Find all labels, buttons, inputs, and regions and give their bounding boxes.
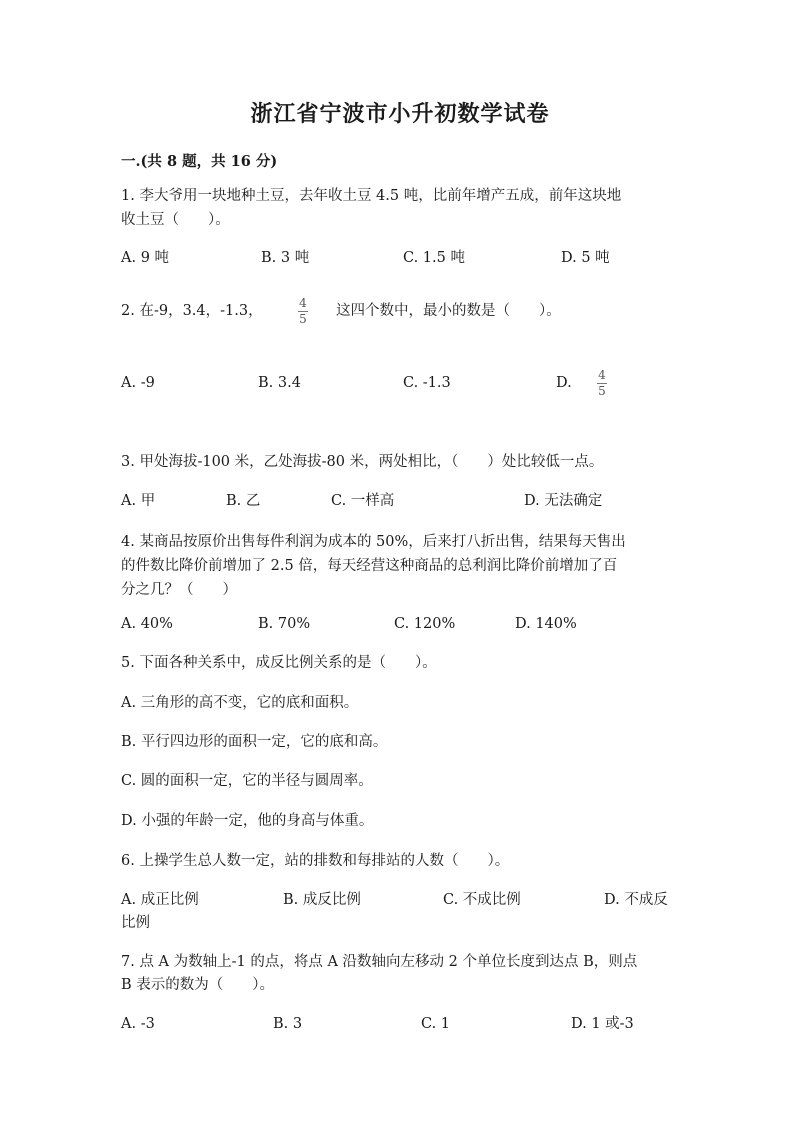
question-6-option-b: B. 成反比例 xyxy=(283,892,361,908)
question-3-text: 3. 甲处海拔-100 米，乙处海拔-80 米，两处相比，（ ）处比较低一点。 xyxy=(121,454,604,470)
question-7-line-1: 7. 点 A 为数轴上-1 的点，将点 A 沿数轴向左移动 2 个单位长度到达点 B，则点 xyxy=(121,954,638,970)
question-4-option-b: B. 70% xyxy=(258,616,311,632)
question-7-option-a: A. -3 xyxy=(121,1016,155,1032)
fraction-denominator: 5 xyxy=(299,312,307,326)
question-5-option-b: B. 平行四边形的面积一定，它的底和高。 xyxy=(121,734,388,750)
question-4-option-c: C. 120% xyxy=(394,616,456,632)
question-5-option-d: D. 小强的年龄一定，他的身高与体重。 xyxy=(121,813,374,829)
question-7-option-c: C. 1 xyxy=(421,1016,451,1032)
question-2-option-d: D. xyxy=(556,375,572,391)
question-6-option-d: D. 不成反 xyxy=(604,892,668,908)
question-1-line-1: 1. 李大爷用一块地种土豆，去年收土豆 4.5 吨，比前年增产五成，前年这块地 xyxy=(121,188,622,204)
question-1-option-c: C. 1.5 吨 xyxy=(403,250,465,266)
question-4-option-a: A. 40% xyxy=(121,616,173,632)
question-6-option-a: A. 成正比例 xyxy=(121,892,199,908)
question-2-option-b: B. 3.4 xyxy=(258,375,301,391)
page-title: 浙江省宁波市小升初数学试卷 xyxy=(250,101,550,127)
fraction-denominator: 5 xyxy=(598,384,606,398)
option-d-fraction xyxy=(597,369,607,398)
question-3-option-c: C. 一样高 xyxy=(331,493,395,509)
question-1-option-a: A. 9 吨 xyxy=(121,250,170,266)
question-6-option-d-wrap: 比例 xyxy=(121,915,150,931)
fraction-numerator: 4 xyxy=(598,368,606,382)
section-heading: 一.(共 8 题，共 16 分) xyxy=(121,153,278,170)
question-1-option-b: B. 3 吨 xyxy=(261,250,310,266)
question-2-option-c: C. -1.3 xyxy=(403,375,451,391)
question-3-option-d: D. 无法确定 xyxy=(524,493,603,509)
question-7-line-2: B 表示的数为（ ）。 xyxy=(121,977,275,993)
question-2-text-end: 这四个数中，最小的数是（ ）。 xyxy=(336,303,561,319)
question-5-text: 5. 下面各种关系中，成反比例关系的是（ ）。 xyxy=(121,655,437,671)
question-2-option-a: A. -9 xyxy=(121,375,155,391)
question-1-line-2: 收土豆（ ）。 xyxy=(121,212,230,228)
question-4-option-d: D. 140% xyxy=(515,616,577,632)
question-5-option-a: A. 三角形的高不变，它的底和面积。 xyxy=(121,695,359,711)
fraction-four-fifths xyxy=(298,297,308,326)
question-6-text: 6. 上操学生总人数一定，站的排数和每排站的人数（ ）。 xyxy=(121,853,510,869)
question-7-option-d: D. 1 或-3 xyxy=(571,1016,634,1032)
question-2-text-start: 2. 在-9，3.4，-1.3， xyxy=(121,303,263,319)
question-3-option-a: A. 甲 xyxy=(121,493,156,509)
question-1-option-d: D. 5 吨 xyxy=(561,250,610,266)
fraction-numerator: 4 xyxy=(299,296,307,310)
question-7-option-b: B. 3 xyxy=(273,1016,303,1032)
question-3-option-b: B. 乙 xyxy=(226,493,261,509)
question-4-line-1: 4. 某商品按原价出售每件利润为成本的 50%，后来打八折出售，结果每天售出 xyxy=(121,534,626,550)
question-4-line-3: 分之几？（ ） xyxy=(121,582,237,598)
question-6-option-c: C. 不成比例 xyxy=(443,892,521,908)
question-4-line-2: 的件数比降价前增加了 2.5 倍，每天经营这种商品的总利润比降价前增加了百 xyxy=(121,558,618,574)
question-5-option-c: C. 圆的面积一定，它的半径与圆周率。 xyxy=(121,773,373,789)
